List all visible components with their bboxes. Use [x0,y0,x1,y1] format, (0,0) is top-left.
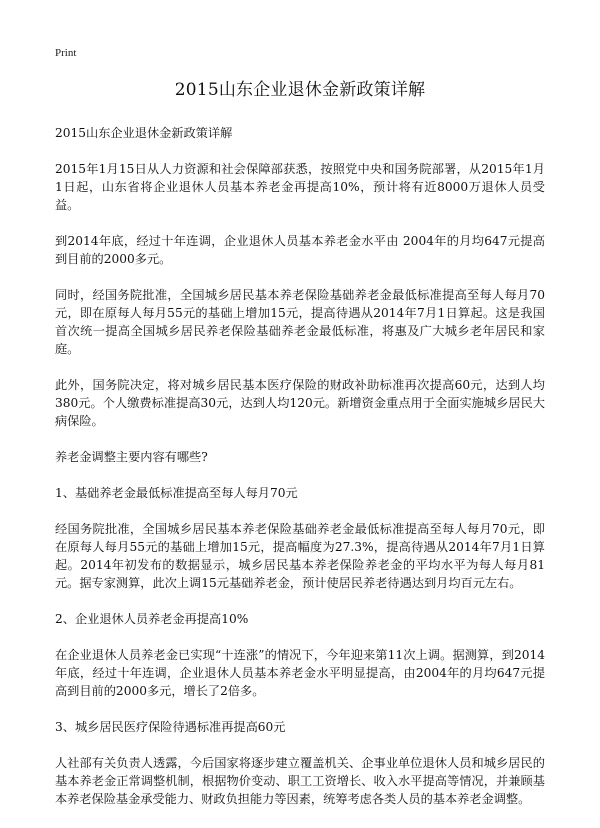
paragraph-basic-pension: 同时，经国务院批准，全国城乡居民基本养老保险基础养老金最低标准提高至每人每月70元，即在原每人每月55元的基础上增加15元，提高待遇从2014年7月1日算起。这是我国首次统一提高全国城乡居民养老保险基础养老金最低标准，将惠及广大城乡老年居民和家庭。 [55,288,545,356]
paragraph-intro: 2015年1月15日从人力资源和社会保障部获悉，按照党中央和国务院部署，从2015年1月1日起，山东省将企业退休人员基本养老金再提高10%，预计将有近8000万退休人员受益。 [55,162,545,212]
article-body [55,124,545,826]
page-title: 2015山东企业退休金新政策详解 [174,80,426,100]
section-2-body: 在企业退休人员养老金已实现“十连涨”的情况下，今年迎来第11次上调。据测算，到2014年底，经过十年连调，企业退休人员基本养老金水平明显提高，由2004年的月均647元提高到目前的2000多元，增长了2倍多。 [55,648,545,698]
paragraph-pension-level: 到2014年底，经过十年连调，企业退休人员基本养老金水平由 2004年的月均647元提高到目前的2000多元。 [55,234,545,266]
question-heading: 养老金调整主要内容有哪些? [55,450,208,464]
section-1-body: 经国务院批准，全国城乡居民基本养老保险基础养老金最低标准提高至每人每月70元，即在原每人每月55元的基础上增加15元，提高幅度为27.3%，提高待遇从2014年7月1日算起。2014年初发布的数据显示，城乡居民基本养老保险养老金的平均水平为每人每月81元。据专家测算，此次上调15元基础养老金，预计使居民养老待遇达到月均百元左右。 [55,522,545,590]
section-3-body: 人社部有关负责人透露，今后国家将逐步建立覆盖机关、企事业单位退休人员和城乡居民的基本养老金正常调整机制，根据物价变动、职工工资增长、收入水平提高等情况，并兼顾基本养老保险基金承受能力、财政负担能力等因素，统筹考虑各类人员的基本养老金调整。 [55,756,545,806]
section-2-heading: 2、企业退休人员养老金再提高10% [55,612,249,626]
article-subtitle: 2015山东企业退休金新政策详解 [55,126,233,140]
paragraph-medical-insurance: 此外，国务院决定，将对城乡居民基本医疗保险的财政补助标准再次提高60元，达到人均380元。个人缴费标准提高30元，达到人均120元。新增资金重点用于全面实施城乡居民大病保险。 [55,378,545,428]
section-1-heading: 1、基础养老金最低标准提高至每人每月70元 [55,486,298,500]
section-3-heading: 3、城乡居民医疗保险待遇标准再提高60元 [55,720,286,734]
print-link[interactable]: Print [55,47,77,59]
